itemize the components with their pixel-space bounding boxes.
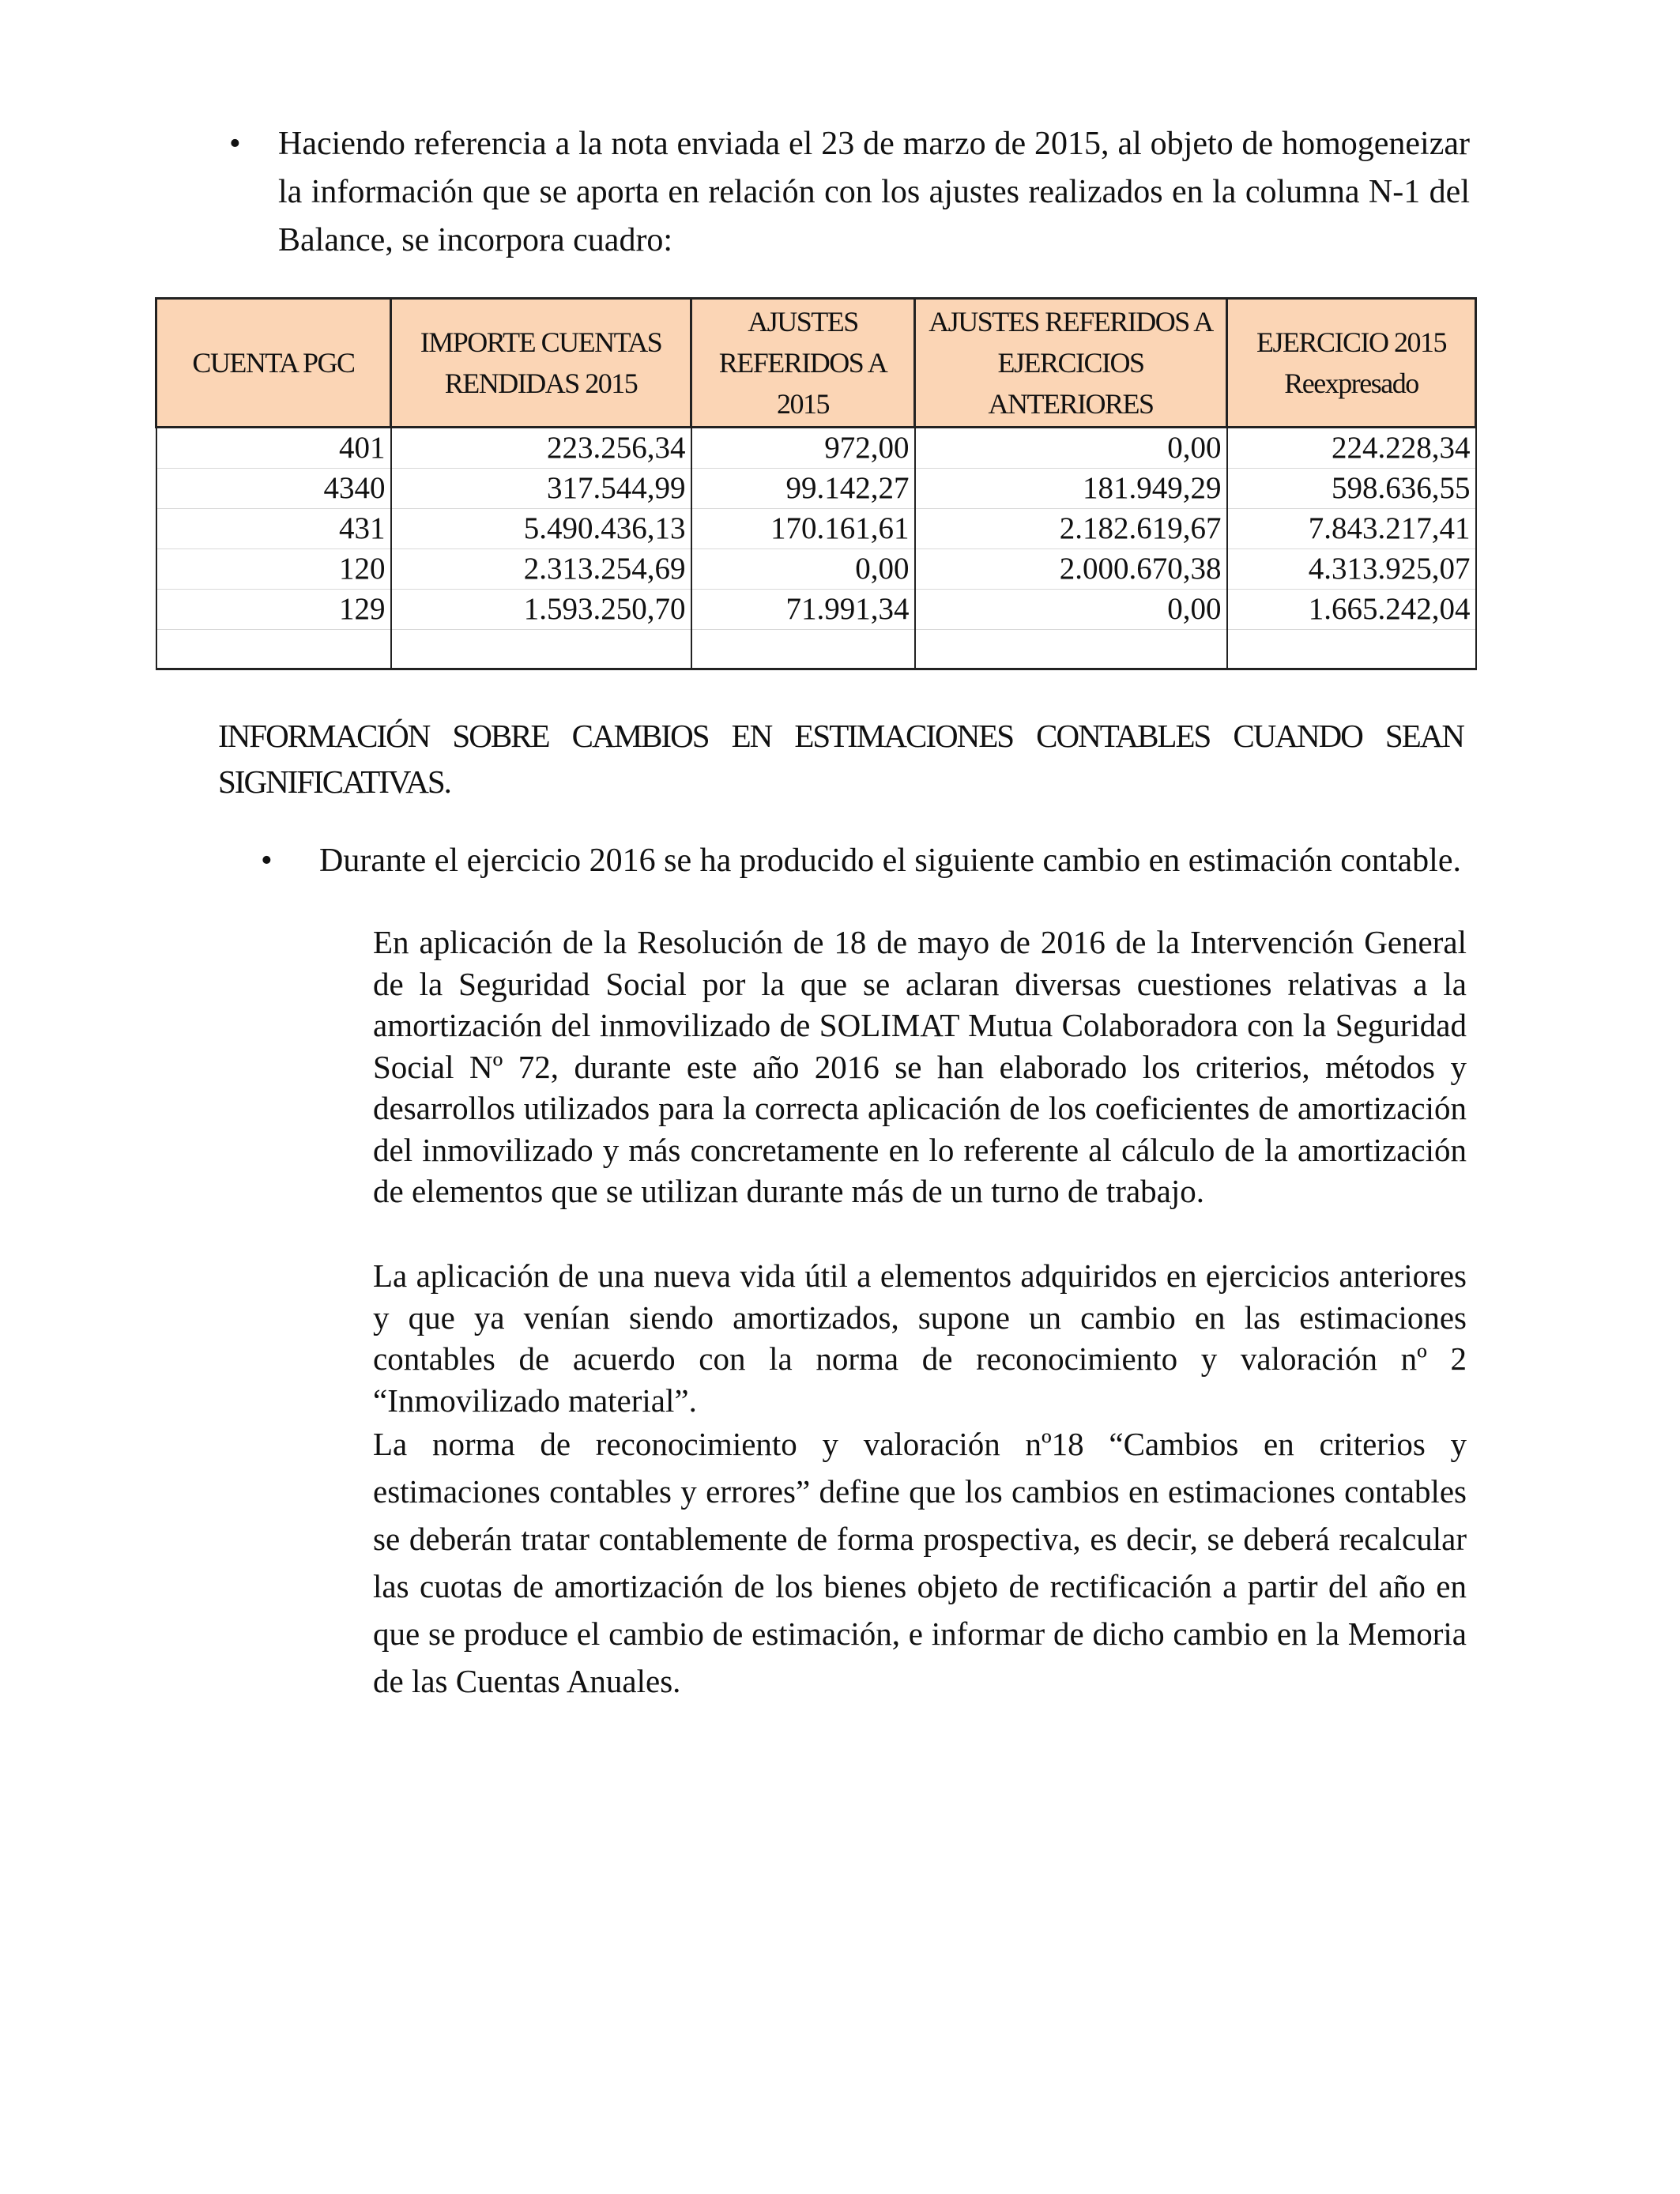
table-cell: 2.182.619,67 [915,509,1227,549]
table-cell: 4.313.925,07 [1227,549,1476,590]
table-cell: 170.161,61 [691,509,915,549]
table-cell: 120 [156,549,391,590]
table-header-row [156,299,1476,428]
header-ejercicio-reexpresado: EJERCICIO 2015 Reexpresado [1227,299,1476,428]
table-cell: 7.843.217,41 [1227,509,1476,549]
table-cell: 0,00 [915,590,1227,630]
intro-bullet-item [229,120,1470,265]
table-row [156,590,1476,630]
bullet-marker: • [261,843,273,879]
paragraph-norma-18: La norma de reconocimiento y valoración nº18 “Cambios en criterios y estimaciones contables y errores” define que los cambios en estimaciones contables se deberán tratar contablemente de forma prospectiva, es decir, se deberá recalcular las cuotas de amortización de los bienes objeto de rectificación a partir del año en que se produce el cambio de estimación, e informar de dicho cambio en la Memoria de las Cuentas Anuales. [373,1426,1467,1699]
header-ajustes-2015: AJUSTES REFERIDOS A 2015 [691,299,915,428]
paragraph-resolucion: En aplicación de la Resolución de 18 de mayo de 2016 de la Intervención General de la Seguridad Social por la que se aclaran diversas cuestiones relativas a la amortización del inmovilizado de SOLIMAT Mutua Colaboradora con la Seguridad Social Nº 72, durante este año 2016 se han elaborado los criterios, métodos y desarrollos utilizados para la correcta aplicación de los coeficientes de amortización del inmovilizado y más concretamente en lo referente al cálculo de la amortización de elementos que se utilizan durante más de un turno de trabajo. [373,924,1467,1209]
bullet-marker: • [229,126,241,162]
paragraph-vida-util: La aplicación de una nueva vida útil a elementos adquiridos en ejercicios anteriores y que ya venían siendo amortizados, supone un cambio en las estimaciones contables de acuerdo con la norma de reconocimiento y valoración nº 2 “Inmovilizado material”. [373,1257,1467,1419]
table-cell: 598.636,55 [1227,469,1476,509]
table-cell: 181.949,29 [915,469,1227,509]
section-heading: INFORMACIÓN SOBRE CAMBIOS EN ESTIMACIONES CONTABLES CUANDO SEAN SIGNIFICATIVAS. [218,718,1463,800]
table-cell-empty [915,630,1227,669]
table-cell-empty [391,630,691,669]
table-cell: 972,00 [691,428,915,469]
table-cell: 2.000.670,38 [915,549,1227,590]
table-row [156,549,1476,590]
change-bullet-item [261,839,1465,882]
header-cuenta-pgc: CUENTA PGC [156,299,391,428]
table-row [156,469,1476,509]
header-importe-cuentas: IMPORTE CUENTAS RENDIDAS 2015 [391,299,691,428]
table-row [156,509,1476,549]
table-cell: 0,00 [915,428,1227,469]
table-cell: 317.544,99 [391,469,691,509]
change-bullet-text: Durante el ejercicio 2016 se ha producido el siguiente cambio en estimación contable. [319,843,1461,879]
intro-text: Haciendo referencia a la nota enviada el 23 de marzo de 2015, al objeto de homogeneizar la información que se aporta en relación con los ajustes realizados en la columna N-1 del Balance, se incorpora cuadro: [278,126,1470,258]
table-cell: 5.490.436,13 [391,509,691,549]
table-cell: 401 [156,428,391,469]
table-cell-empty [156,630,391,669]
table-cell: 1.593.250,70 [391,590,691,630]
table-cell: 2.313.254,69 [391,549,691,590]
table-cell: 71.991,34 [691,590,915,630]
header-ajustes-anteriores: AJUSTES REFERIDOS A EJERCICIOS ANTERIORES [915,299,1227,428]
table-row [156,428,1476,469]
table-cell: 224.228,34 [1227,428,1476,469]
table-cell: 99.142,27 [691,469,915,509]
table-cell: 1.665.242,04 [1227,590,1476,630]
table-cell-empty [691,630,915,669]
table-cell: 431 [156,509,391,549]
adjustments-table [155,297,1477,670]
table-cell: 4340 [156,469,391,509]
table-cell-empty [1227,630,1476,669]
table-cell: 129 [156,590,391,630]
table-cell: 223.256,34 [391,428,691,469]
table-row-empty [156,630,1476,669]
table-cell: 0,00 [691,549,915,590]
